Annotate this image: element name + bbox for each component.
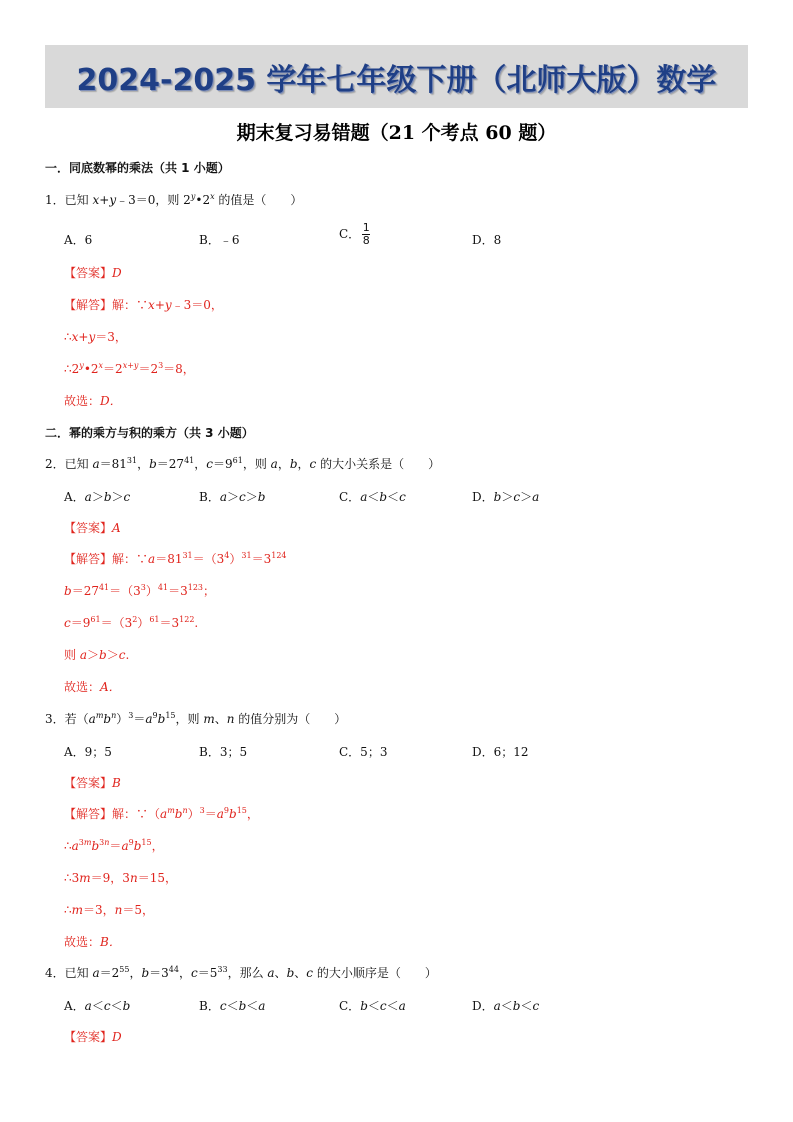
q3-solution-5: 故选：B． [64,935,121,949]
banner-title: 2024-2025 学年七年级下册（北师大版）数学 [76,62,717,98]
q2-solution-1: 【解答】解：$\because a=81^{31}=(3^4)^{31}=3^{124}$ [64,551,287,566]
question-2: 2．已知 $a=81^{31}$，$b=27^{41}$，$c=9^{61}$，则 a，b，c 的大小关系是（ ） [45,456,441,471]
section-heading-1: 一．同底数幂的乘法（共 1 小题） [45,161,230,175]
q1-solution-4: 故选：D． [64,394,122,408]
q4-option-a: A．a＜c＜b [64,999,131,1013]
question-4: 4．已知 $a=2^{55}$，$b=3^{44}$，$c=5^{33}$，那么 a、b、c 的大小顺序是（ ） [45,965,437,980]
q1-solution-3: $\therefore 2^y•2^x=2^{x+y}=2^3=8$， [64,361,195,376]
q2-option-d: D．b＞c＞a [472,490,540,504]
q1-answer: 【答案】D [64,266,122,280]
q4-option-b: B．c＜b＜a [199,999,266,1013]
q1-solution-1: 【解答】解：∵x+y﹣3＝0， [64,298,223,312]
q3-solution-3: ∴3m＝9，3n＝15， [64,871,177,885]
q2-option-b: B．a＞c＞b [199,490,266,504]
question-1: 1．已知 x+y﹣3＝0，则 2$^y$•2$^x$ 的值是（ ） [45,192,303,207]
q3-option-d: D．6；12 [472,745,529,759]
title-banner [45,45,748,108]
q2-answer: 【答案】A [64,521,121,535]
q1-solution-2: ∴x+y＝3， [64,330,127,344]
fraction: $\frac{1}{8}$ [362,221,370,247]
q3-solution-2: $\therefore a^{3m}b^{3n}=a^9b^{15}$， [64,838,164,853]
page-subtitle: 期末复习易错题（21 个考点 60 题） [236,122,557,144]
q2-solution-3: $c=9^{61}=(3^2)^{61}=3^{122}$. [64,615,199,630]
q4-answer: 【答案】D [64,1030,122,1044]
q3-answer: 【答案】B [64,776,121,790]
q3-solution-1: 【解答】解：$\because(a^mb^n)^3=a^9b^{15}$， [64,806,259,821]
q1-option-c: C． $\frac{1}{8}$ [339,221,370,247]
q2-option-a: A．a＞b＞c [64,490,131,504]
q1-option-b: B．﹣6 [199,233,240,247]
q1-option-d: D．8 [472,233,502,247]
question-3: 3．若$(a^mb^n)^3=a^9b^{15}$，则 m、n 的值分别为（ ） [45,711,347,726]
q3-solution-4: ∴m＝3，n＝5， [64,903,155,917]
q2-solution-5: 故选：A． [64,680,121,694]
q2-solution-2: $b=27^{41}=(3^3)^{41}=3^{123}$； [64,583,216,598]
section-heading-2: 二．幂的乘方与积的乘方（共 3 小题） [45,426,254,440]
q4-option-c: C．b＜c＜a [339,999,406,1013]
q1-option-a: A．6 [64,233,93,247]
q2-solution-4: 则 a＞b＞c. [64,648,130,662]
q3-option-b: B．3；5 [199,745,248,759]
q3-option-c: C．5；3 [339,745,388,759]
q2-option-c: C．a＜b＜c [339,490,406,504]
q3-option-a: A．9；5 [64,745,112,759]
q4-option-d: D．a＜b＜c [472,999,540,1013]
